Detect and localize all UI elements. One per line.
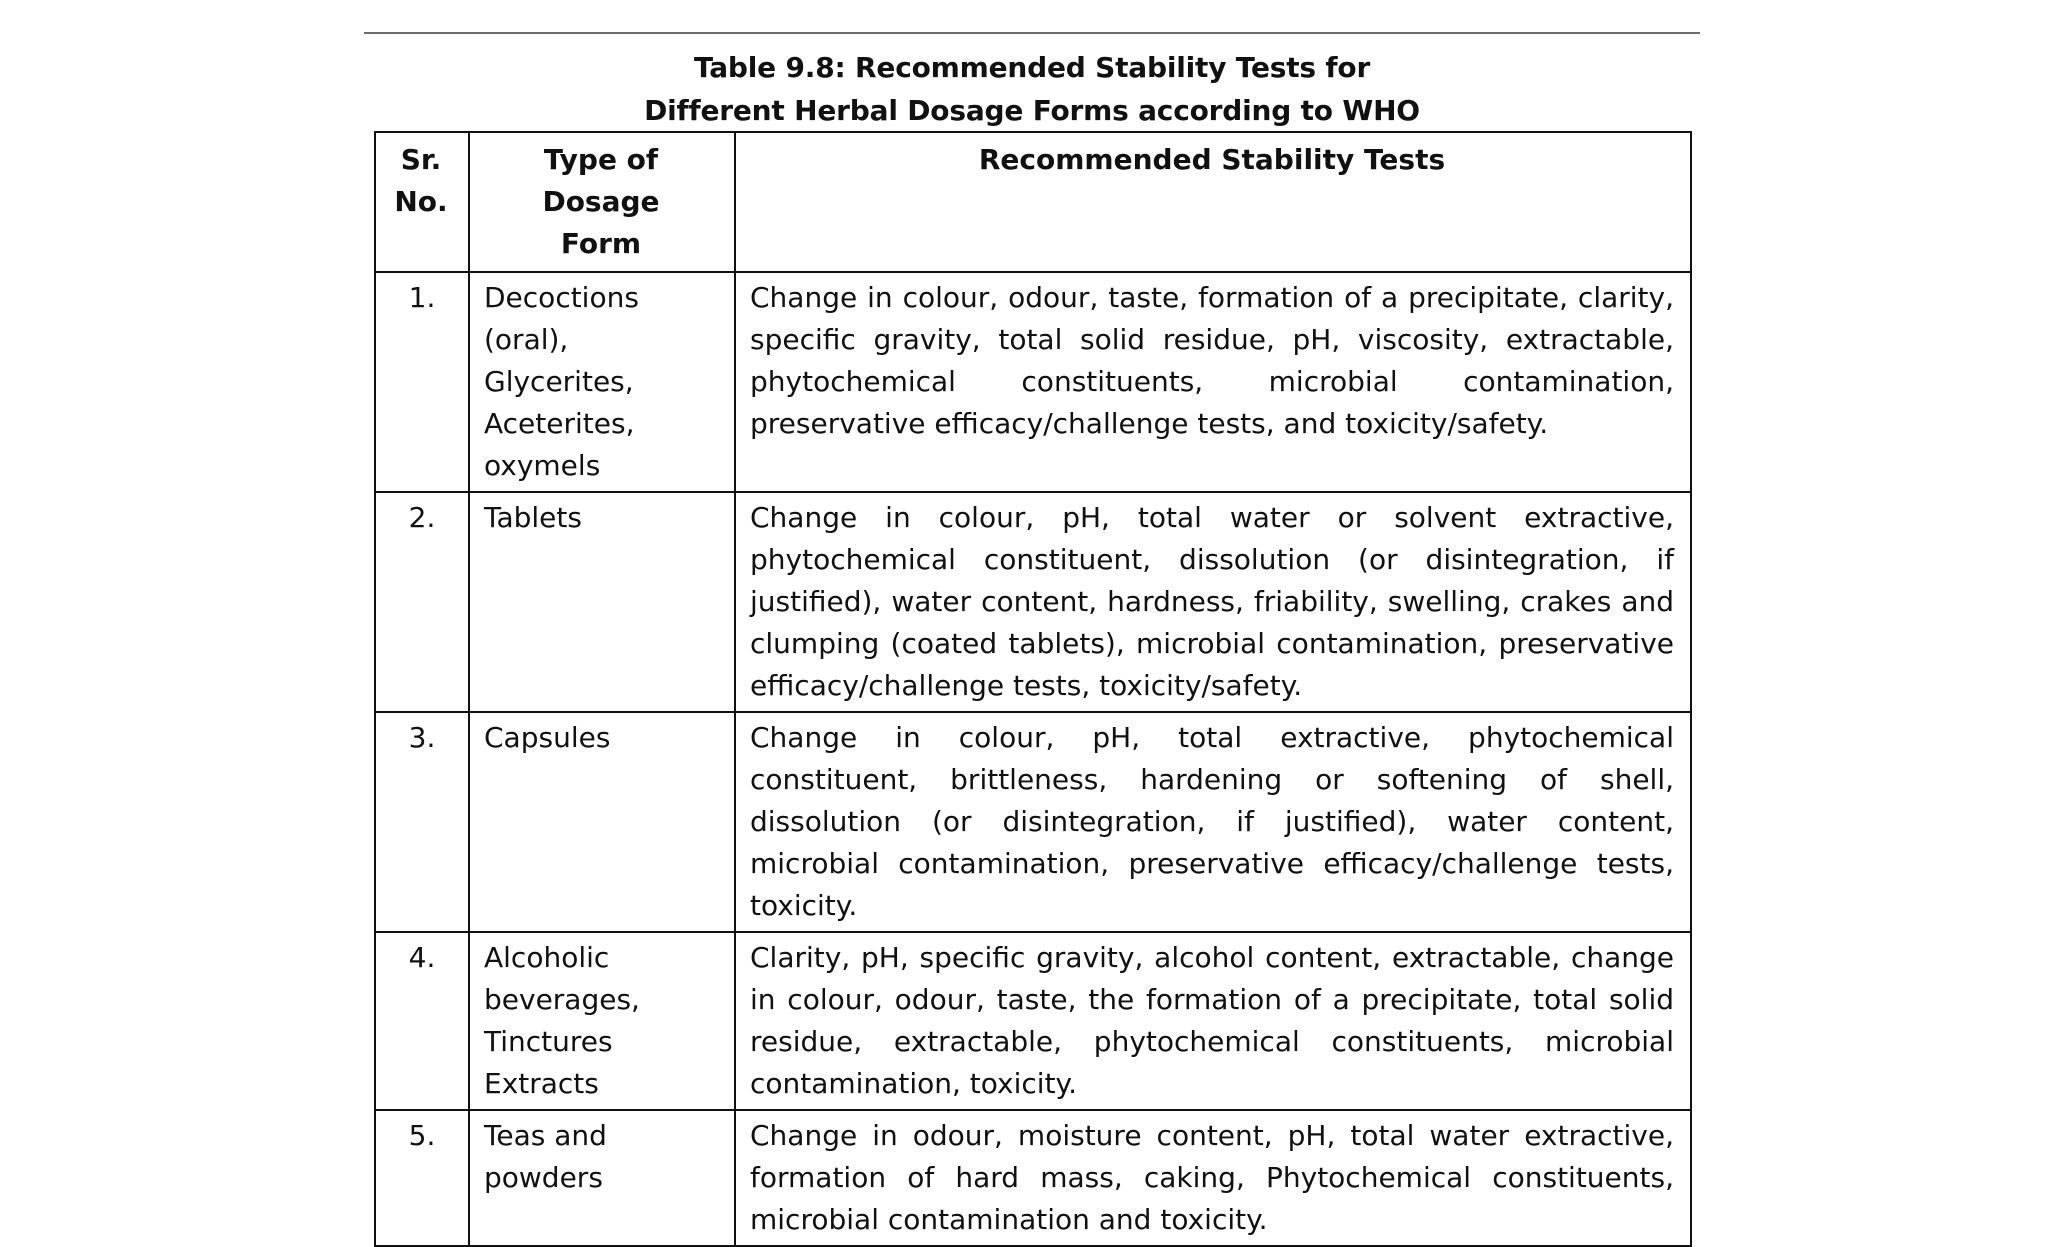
header-sr-line-1: Sr. — [400, 143, 442, 176]
cell-sr-no: 5. — [375, 1110, 469, 1246]
header-type-line-1: Type of Dosage — [542, 143, 660, 218]
cell-stability-tests: Clarity, pH, specific gravity, alcohol content, extractable, change in colour, odour, taste, the formation of a precipitate, total solid residue, extractable, phytochemical constituents, microbial contamination, toxicity. — [735, 932, 1691, 1110]
table-row — [375, 1110, 1691, 1246]
cell-dosage-form: Capsules — [469, 712, 735, 932]
caption-line-1: Table 9.8: Recommended Stability Tests for — [693, 51, 1371, 84]
header-sr-no — [375, 132, 469, 272]
cell-dosage-form: Tablets — [469, 492, 735, 712]
header-type-line-2: Form — [560, 227, 642, 260]
cell-stability-tests: Change in colour, odour, taste, formation of a precipitate, clarity, specific gravity, total solid residue, pH, viscosity, extractable, phytochemical constituents, microbial contamination, preservative efficacy/challenge tests, and toxicity/safety. — [735, 272, 1691, 492]
table-row — [375, 712, 1691, 932]
header-dosage-form — [469, 132, 735, 272]
stability-tests-table — [374, 131, 1692, 1247]
header-stability-tests: Recommended Stability Tests — [735, 132, 1691, 272]
cell-sr-no: 3. — [375, 712, 469, 932]
table-row — [375, 932, 1691, 1110]
cell-stability-tests: Change in odour, moisture content, pH, total water extractive, formation of hard mass, caking, Phytochemical constituents, microbial contamination and toxicity. — [735, 1110, 1691, 1246]
cell-stability-tests: Change in colour, pH, total water or solvent extractive, phytochemical constituent, dissolution (or disintegration, if justified), water content, hardness, friability, swelling, crakes and clumping (coated tablets), microbial contamination, preservative efficacy/challenge tests, toxicity/safety. — [735, 492, 1691, 712]
top-rule — [364, 32, 1700, 34]
caption-line-2: Different Herbal Dosage Forms according to WHO — [644, 94, 1420, 127]
cell-stability-tests: Change in colour, pH, total extractive, phytochemical constituent, brittleness, hardening or softening of shell, dissolution (or disintegration, if justified), water content, microbial contamination, preservative efficacy/challenge tests, toxicity. — [735, 712, 1691, 932]
cell-dosage-form: Alcoholic beverages, Tinctures Extracts — [469, 932, 735, 1110]
cell-sr-no: 4. — [375, 932, 469, 1110]
table-row — [375, 492, 1691, 712]
table-row — [375, 272, 1691, 492]
header-sr-line-2: No. — [394, 185, 448, 218]
cell-dosage-form: Decoctions (oral), Glycerites, Aceterites, oxymels — [469, 272, 735, 492]
cell-sr-no: 1. — [375, 272, 469, 492]
table-caption — [364, 46, 1700, 132]
cell-sr-no: 2. — [375, 492, 469, 712]
table-header-row — [375, 132, 1691, 272]
cell-dosage-form: Teas and powders — [469, 1110, 735, 1246]
